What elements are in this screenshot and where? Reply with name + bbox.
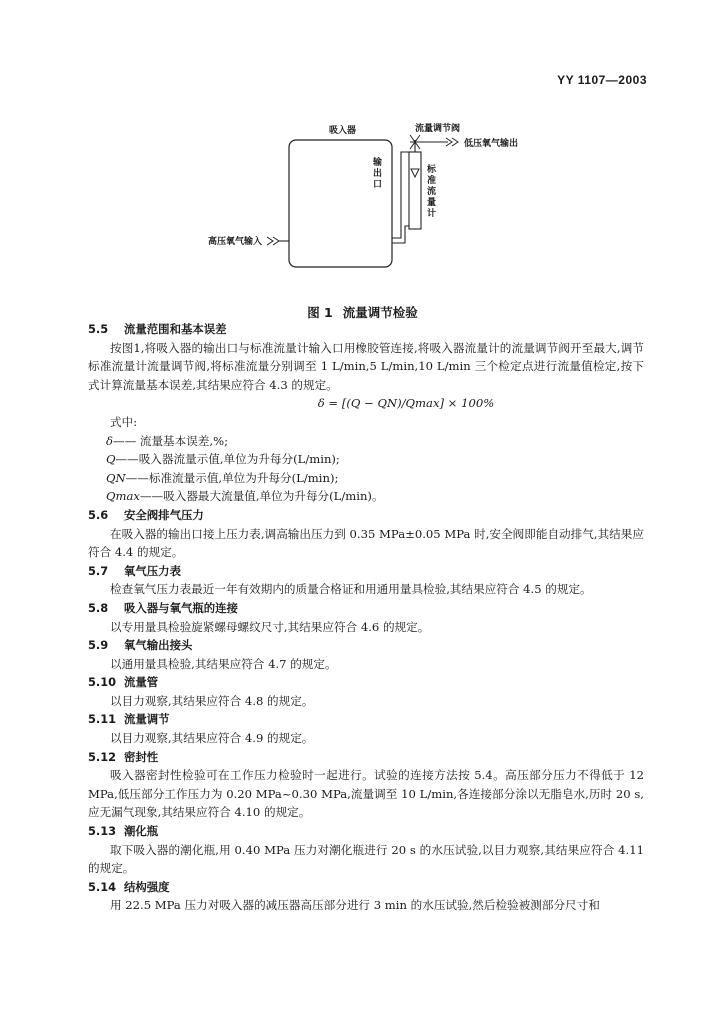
section-5-11-heading: 5.11 流量调节 [88,712,170,727]
section-5-9-heading: 5.9 氧气输出接头 [88,638,193,653]
section-5-7-heading: 5.7 氧气压力表 [88,563,181,578]
figure-caption [0,303,725,321]
section-5-6-paragraph: 在吸入器的输出口接上压力表,调高输出压力到 0.35 MPa±0.05 MPa 时,安全阀即能自动排气,其结果应符合 4.4 的规定。 [88,526,644,560]
outlet-label-char-2: 出 [373,169,383,179]
section-5-10-paragraph: 以目力观察,其结果应符合 4.8 的规定。 [110,693,314,708]
section-5-13-heading: 5.13 潮化瓶 [88,824,159,839]
section-5-14-paragraph: 用 22.5 MPa 压力对吸入器的减压器高压部分进行 3 min 的水压试验,然后检验被测部分尺寸和 [110,898,600,913]
low-pressure-output-label: 低压氧气输出 [464,139,519,149]
error-formula: δ = [(Q − QN)/Qmax] × 100% [317,396,495,411]
meter-label-char-5: 计 [427,209,437,219]
section-5-12-paragraph: 吸入器密封性检验可在工作压力检验时一起进行。试验的连接方法按 5.4。高压部分压力不得低于 12 MPa,低压部分工作压力为 0.20 MPa~0.30 MPa,流量调至 10 L/min,各连接部分涂以无脂皂水,历时 20 s,应无漏气现象,其结果应符合 4.10 的规定。 [88,768,644,820]
flow-meter-float-icon [411,169,419,177]
document-body [88,320,644,915]
standard-code: YY 1107—2003 [557,73,647,87]
high-pressure-input-arrow-icon [267,237,279,245]
section-5-7-paragraph: 检查氧气压力表最近一年有效期内的质量合格证和用通用量具检验,其结果应符合 4.5 的规定。 [110,582,592,597]
figure-caption-title: 流量调节检验 [342,305,418,320]
section-5-8-heading: 5.8 吸入器与氧气瓶的连接 [88,600,238,615]
section-5-5-heading: 5.5 流量范围和基本误差 [88,322,227,336]
standard-flow-meter [409,152,421,229]
meter-label-char-1: 标 [427,165,437,175]
section-5-12-heading: 5.12 密封性 [88,749,159,764]
figure-caption-number: 图 1 [307,305,333,320]
meter-label-char-3: 流 [427,187,437,197]
flow-valve-label: 流量调节阀 [415,124,461,134]
high-pressure-input-label: 高压氧气输入 [208,237,263,247]
formula-definition: δ—— 流量基本误差,%; [106,433,229,448]
meter-label-char-2: 准 [427,176,437,186]
section-5-6-heading: 5.6 安全阀排气压力 [88,507,204,522]
meter-label-char-4: 量 [427,198,437,208]
section-5-11-paragraph: 以目力观察,其结果应符合 4.9 的规定。 [110,731,314,746]
formula-definition: Q——吸入器流量示值,单位为升每分(L/min); [106,452,340,467]
outlet-label-char-1: 输 [373,158,383,168]
outlet-label-char-3: 口 [373,180,383,190]
rubber-hose [392,152,409,238]
section-5-8-paragraph: 以专用量具检验旋紧螺母螺纹尺寸,其结果应符合 4.6 的规定。 [110,619,430,634]
flow-adjustment-diagram [0,0,725,300]
formula-definition: QN——标准流量示值,单位为升每分(L/min); [106,470,339,485]
section-5-10-heading: 5.10 流量管 [88,675,159,690]
formula-where-label: 式中: [110,414,138,429]
section-5-9-paragraph: 以通用量具检验,其结果应符合 4.7 的规定。 [110,656,337,671]
section-5-14-heading: 5.14 结构强度 [88,879,170,894]
section-5-13-paragraph: 取下吸入器的潮化瓶,用 0.40 MPa 压力对潮化瓶进行 20 s 的水压试验,以目力观察,其结果应符合 4.11 的规定。 [88,842,644,876]
section-5-5-paragraph: 按图1,将吸入器的输出口与标准流量计输入口用橡胶管连接,将吸入器流量计的流量调节阀开至最大,调节标准流量计流量调节阀,将标准流量分别调至 1 L/min,5 L/min,10 L/min 三个检定点进行流量值检定,按下式计算流量基本误差,其结果应符合 4.3 的规定。 [88,340,644,392]
inhaler-label: 吸入器 [329,126,357,136]
formula-definition: Qmax——吸入器最大流量值,单位为升每分(L/min)。 [106,489,384,504]
